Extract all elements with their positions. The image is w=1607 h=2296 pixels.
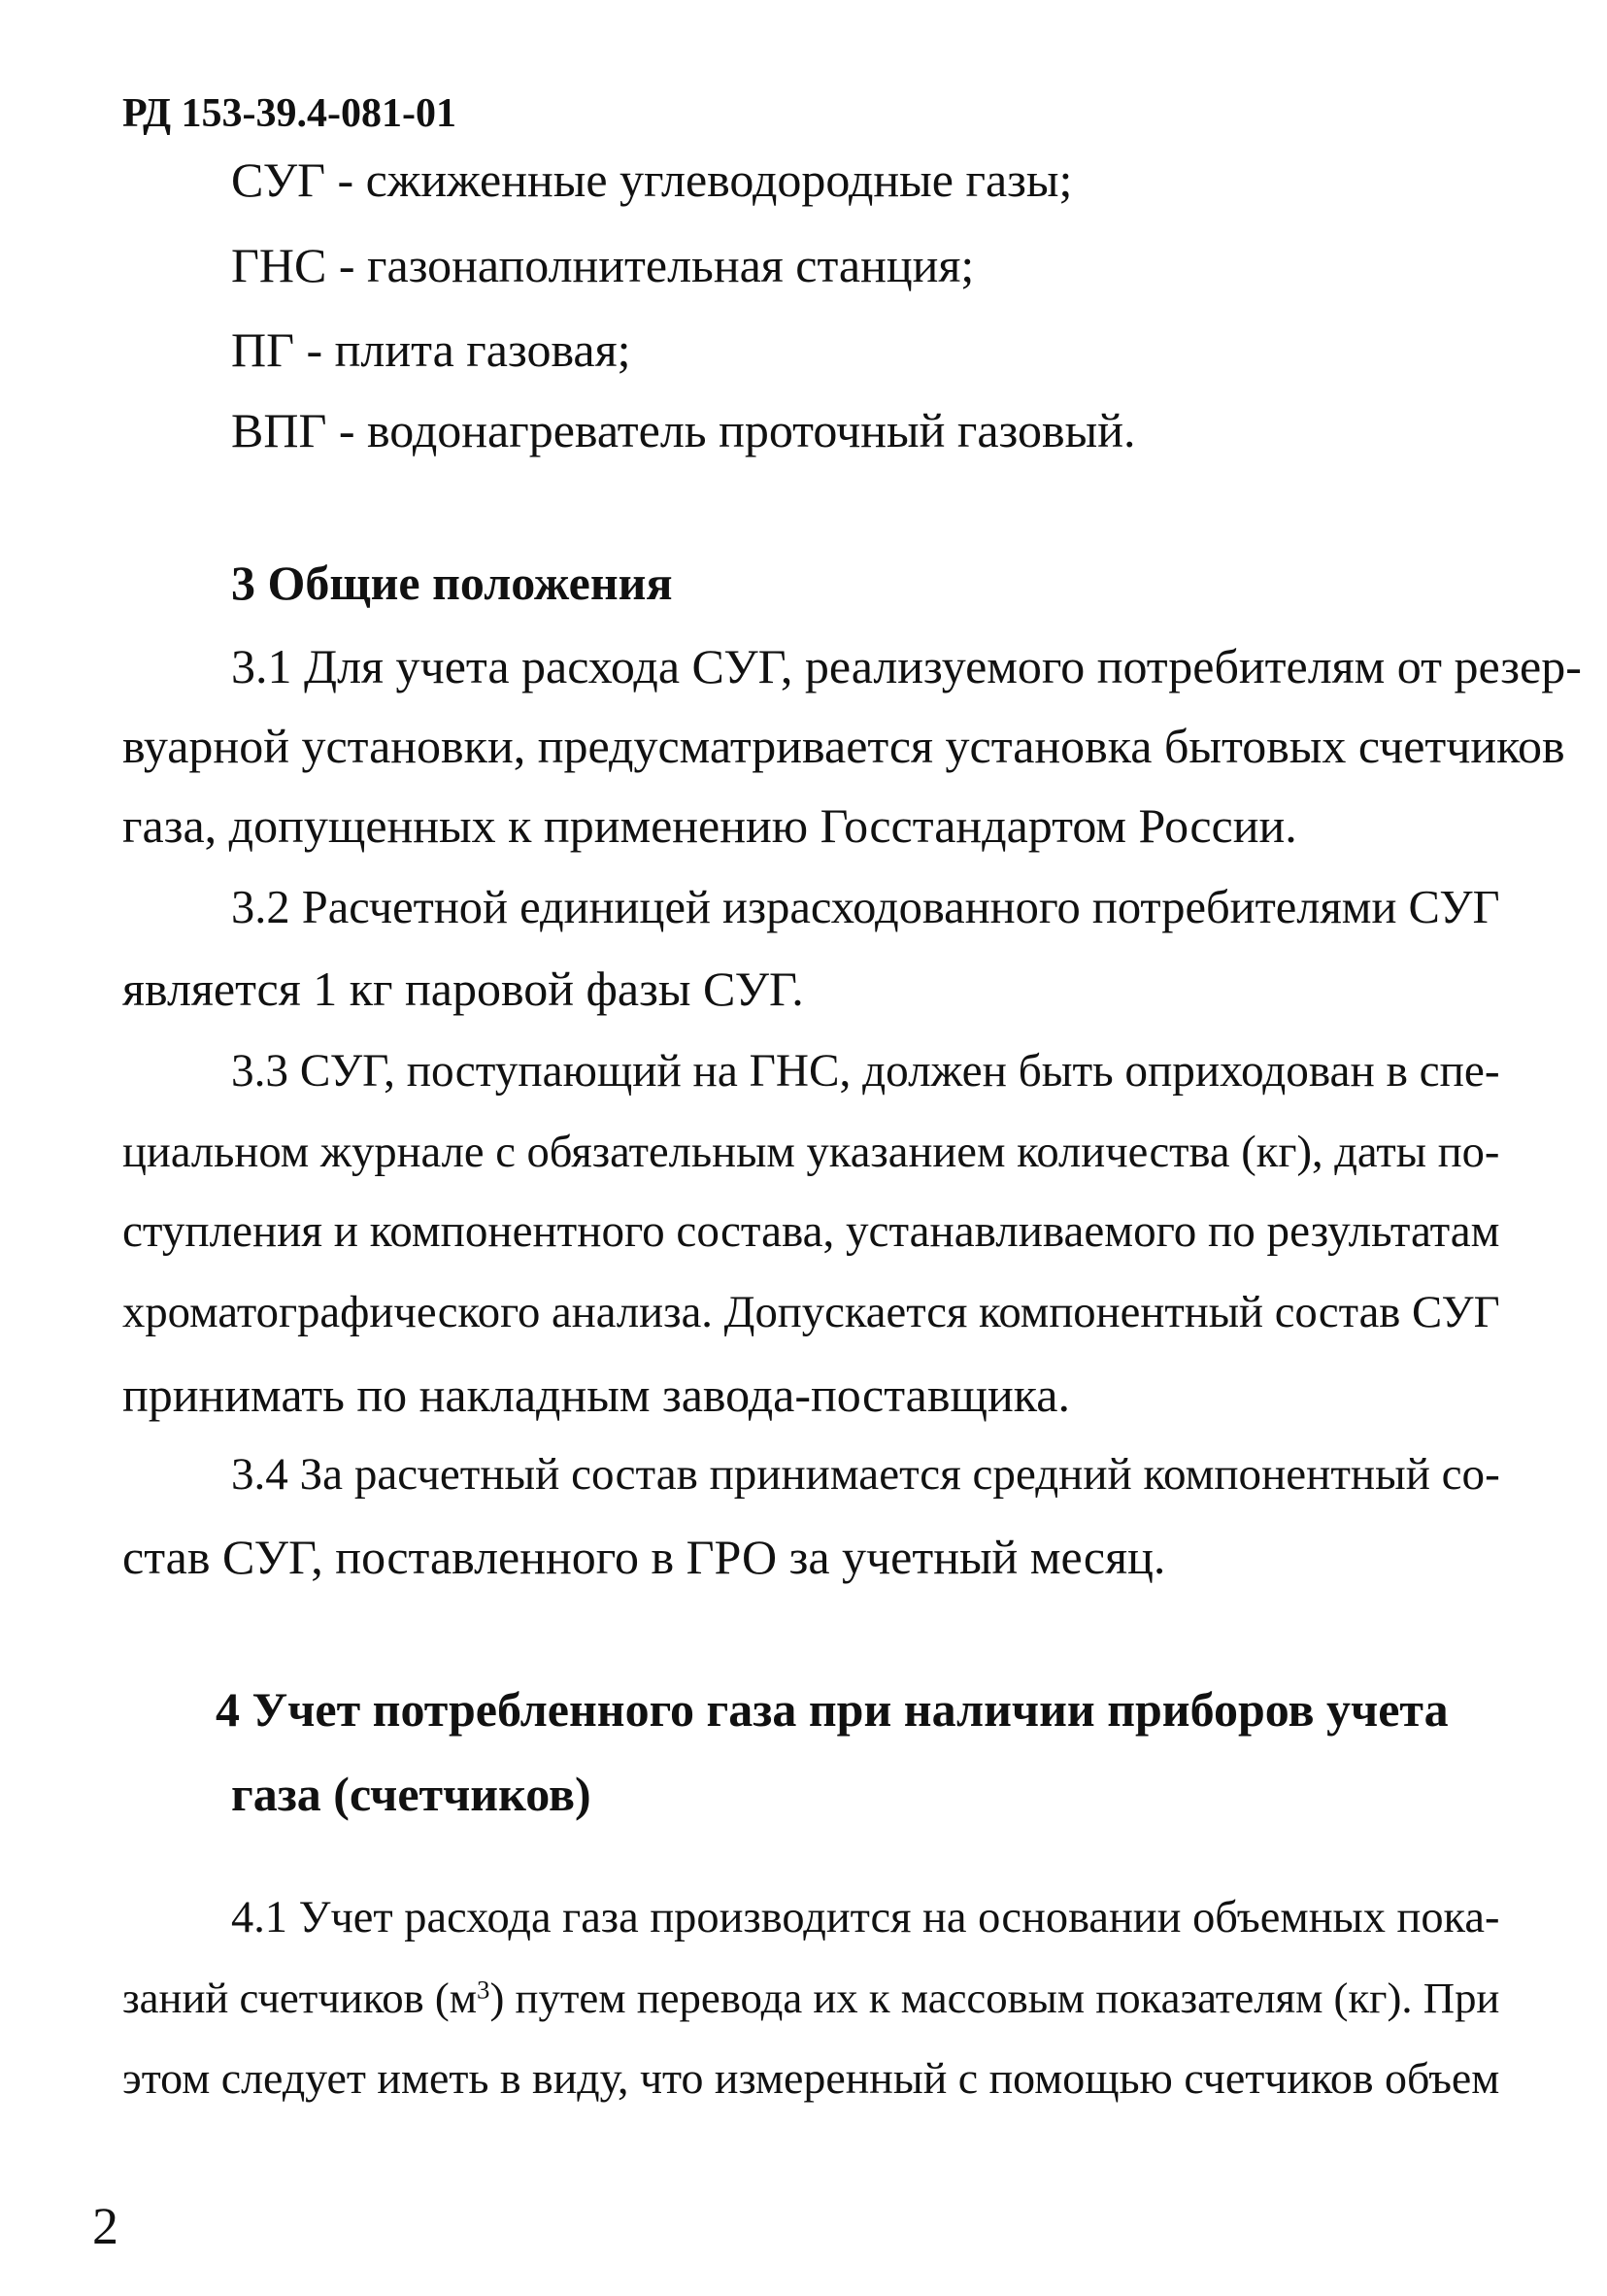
paragraph-line: этом следует иметь в виду, что измеренный с помощью счетчиков объем xyxy=(122,2053,1500,2103)
text-segment: заний счетчиков (м xyxy=(122,1974,478,2022)
paragraph-line: 3.3 СУГ, поступающий на ГНС, должен быть оприходован в спе- xyxy=(231,1046,1500,1097)
document-code: РД 153-39.4-081-01 xyxy=(122,91,457,136)
page-number: 2 xyxy=(92,2197,118,2255)
text-segment: ) путем перевода их к массовым показателям (кг). При xyxy=(489,1974,1500,2022)
paragraph-line: хроматографического анализа. Допускается компонентный состав СУГ xyxy=(122,1287,1500,1337)
section-4-heading-line: газа (счетчиков) xyxy=(231,1767,591,1821)
section-3-heading: 3 Общие положения xyxy=(231,556,673,610)
paragraph-line: 3.1 Для учета расхода СУГ, реализуемого потребителям от резер- xyxy=(231,639,1582,693)
paragraph-line: став СУГ, поставленного в ГРО за учетный месяц. xyxy=(122,1530,1166,1584)
paragraph-line: ступления и компонентного состава, устанавливаемого по результатам xyxy=(122,1206,1500,1257)
abbreviation-item: СУГ - сжиженные углеводородные газы; xyxy=(231,152,1073,207)
paragraph-line: является 1 кг паровой фазы СУГ. xyxy=(122,962,804,1016)
paragraph-line: 4.1 Учет расхода газа производится на основании объемных пока- xyxy=(231,1893,1500,1942)
section-4-heading-line: 4 Учет потребленного газа при наличии приборов учета xyxy=(216,1682,1449,1737)
paragraph-line: циальном журнале с обязательным указанием количества (кг), даты по- xyxy=(122,1127,1500,1177)
paragraph-line: газа, допущенных к применению Госстандартом России. xyxy=(122,798,1297,853)
paragraph-line xyxy=(122,1976,1499,2020)
paragraph-line: 3.2 Расчетной единицей израсходованного потребителями СУГ xyxy=(231,882,1500,933)
abbreviation-item: ПГ - плита газовая; xyxy=(231,322,631,377)
paragraph-line: 3.4 За расчетный состав принимается средний компонентный со- xyxy=(231,1449,1500,1500)
abbreviation-item: ВПГ - водонагреватель проточный газовый. xyxy=(231,403,1136,457)
paragraph-line: принимать по накладным завода-поставщика. xyxy=(122,1367,1070,1422)
superscript-3: 3 xyxy=(477,1975,490,2005)
paragraph-line: вуарной установки, предусматривается установка бытовых счетчиков xyxy=(122,719,1565,773)
abbreviation-item: ГНС - газонаполнительная станция; xyxy=(231,238,975,292)
